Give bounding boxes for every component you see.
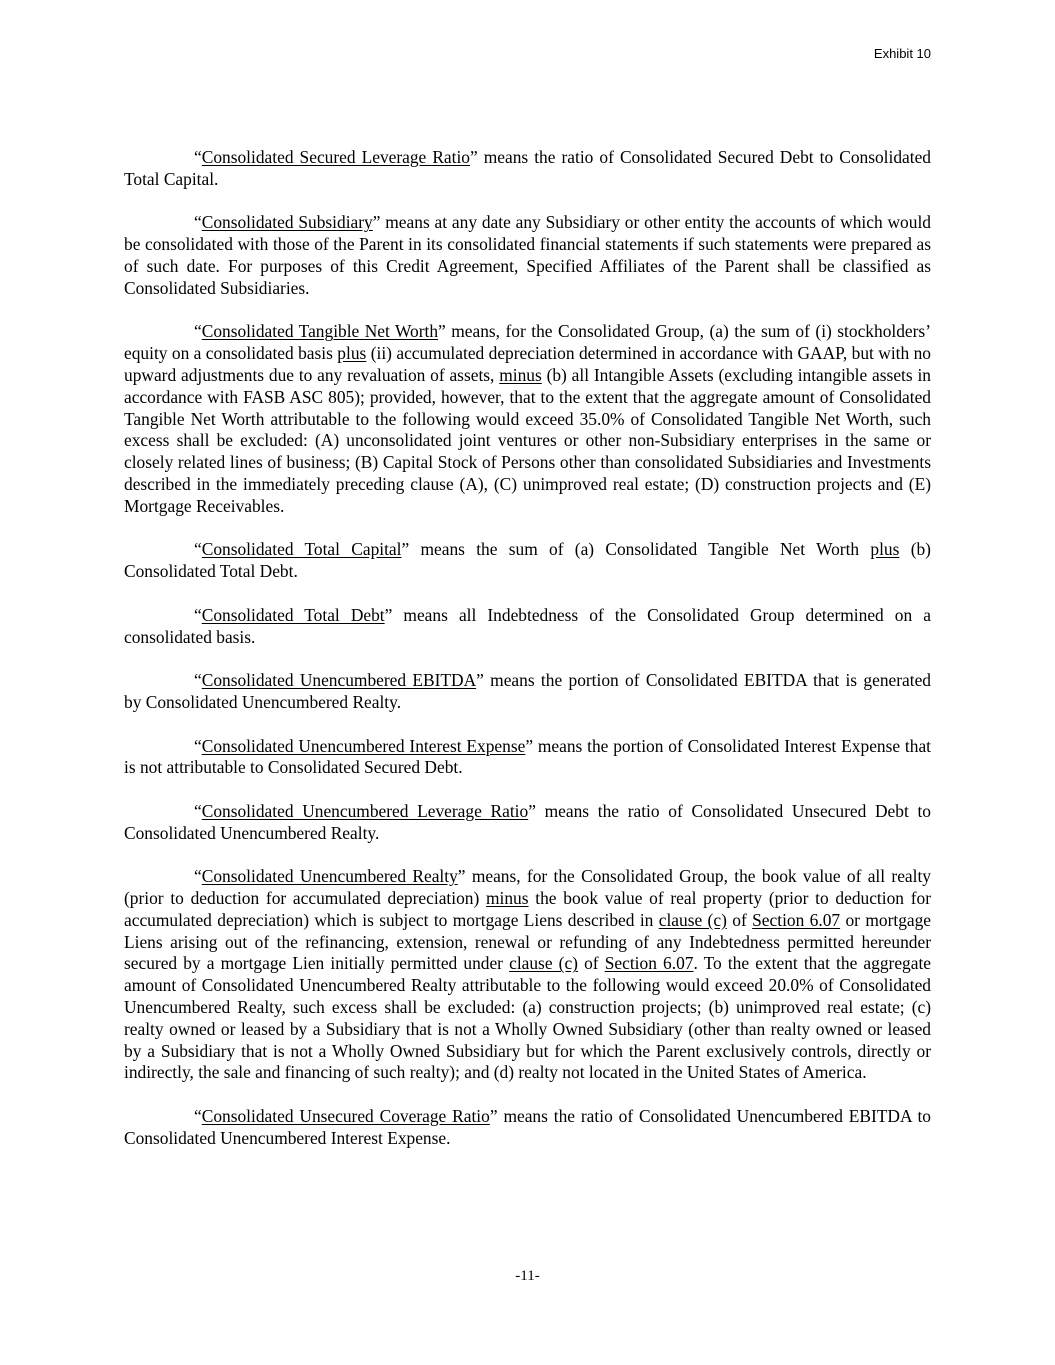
paragraph-text: of <box>726 909 753 930</box>
paragraph-text: ” means the ratio of Consolidated Secured Debt to Consolidated Total Capital. <box>124 147 931 189</box>
paragraph-text: the book value of real property (prior to deduction for accumulated depreciation) which is subject to mortgage Liens described in <box>124 888 932 930</box>
exhibit-label: Exhibit 10 <box>873 46 931 61</box>
paragraph-text: (b) Consolidated Total Debt. <box>124 539 931 582</box>
paragraph-text: “ <box>194 321 202 342</box>
definition-paragraph <box>124 1106 931 1150</box>
paragraph-text: ” means, for the Consolidated Group, the book value of all realty (prior to deduction for accumulated depreciation) <box>124 866 931 909</box>
paragraph-text: (ii) accumulated depreciation determined in accordance with GAAP, but with no upward adjustments due to any revaluation of assets, <box>124 343 931 385</box>
paragraph-text: ” means the ratio of Consolidated Unsecured Debt to Consolidated Unencumbered Realty. <box>124 800 932 843</box>
definition-paragraph <box>124 801 931 845</box>
defined-term: Consolidated Total Capital <box>201 539 402 560</box>
defined-term: Consolidated Secured Leverage Ratio <box>201 147 470 167</box>
paragraph-text: ” means all Indebtedness of the Consolidated Group determined on a consolidated basis. <box>124 604 931 647</box>
paragraph-text: “ <box>194 735 202 756</box>
paragraph-text: “ <box>194 670 202 691</box>
document-body <box>124 147 931 1171</box>
paragraph-text: “ <box>194 212 202 233</box>
definition-paragraph <box>124 736 931 780</box>
paragraph-text: “ <box>194 539 202 560</box>
defined-term: Consolidated Subsidiary <box>201 212 373 233</box>
definition-paragraph <box>124 212 931 299</box>
definition-paragraph <box>124 670 931 714</box>
defined-term: Consolidated Unencumbered EBITDA <box>201 670 477 691</box>
paragraph-text: ” means the sum of (a) Consolidated Tangible Net Worth <box>401 539 871 560</box>
defined-term: minus <box>499 364 542 385</box>
paragraph-text: (b) all Intangible Assets (excluding intangible assets in accordance with FASB ASC 805); provided, however, that to the extent that the aggregate amount of Consolidated Tangible Net Worth attributable to the following would exceed 35.0% of Consolidated Tangible Net Worth, such excess shall be excluded: (A) unconsolidated joint ventures or other non-Subsidiary enterprises in the same or closely related lines of business; (B) Capital Stock of Persons other than consolidated Subsidiaries and Investments described in the immediately preceding clause (A), (C) unimproved real estate; (D) construction projects and (E) Mortgage Receivables. <box>124 364 931 516</box>
defined-term: Consolidated Unsecured Coverage Ratio <box>201 1106 490 1127</box>
defined-term: plus <box>870 539 900 560</box>
paragraph-text: ” means the ratio of Consolidated Unencumbered EBITDA to Consolidated Unencumbered Interest Expense. <box>124 1106 931 1148</box>
defined-term: clause (c) <box>658 909 727 930</box>
paragraph-text: of <box>577 953 605 974</box>
paragraph-text: . To the extent that the aggregate amount of Consolidated Unencumbered Realty attributable to the following would exceed 20.0% of Consolidated Unencumbered Realty, such excess shall be excluded: (a) construction projects; (b) unimproved real estate; (c) realty owned or leased by a Subsidiary that is not a Wholly Owned Subsidiary (other than realty owned or leased by a Subsidiary that is not a Wholly Owned Subsidiary but for which the Parent exclusively controls, directly or indirectly, the sale and financing of such realty); and (d) realty not located in the United States of America. <box>124 953 931 1083</box>
paragraph-text: or mortgage Liens arising out of the refinancing, extension, renewal or refunding of any Indebtedness permitted hereunder secured by a mortgage Lien initially permitted under <box>124 909 932 974</box>
defined-term: Section 6.07 <box>604 953 694 974</box>
defined-term: plus <box>337 343 367 364</box>
paragraph-text: “ <box>194 866 202 887</box>
defined-term: minus <box>486 888 529 909</box>
defined-term: Consolidated Unencumbered Realty <box>201 866 458 887</box>
definition-paragraph <box>124 866 931 1084</box>
defined-term: Consolidated Unencumbered Interest Expense <box>201 735 526 756</box>
paragraph-text: “ <box>194 147 202 167</box>
paragraph-text: “ <box>194 1106 202 1127</box>
defined-term: clause (c) <box>509 953 578 974</box>
paragraph-text: “ <box>194 800 202 821</box>
paragraph-text: ” means at any date any Subsidiary or other entity the accounts of which would be consolidated with those of the Parent in its consolidated financial statements if such statements were prepared as of such date. For purposes of this Credit Agreement, Specified Affiliates of the Parent shall be classified as Consolidated Subsidiaries. <box>124 212 931 298</box>
definition-paragraph <box>124 605 931 649</box>
page-number: -11- <box>515 1268 540 1284</box>
paragraph-text: ” means the portion of Consolidated Interest Expense that is not attributable to Consolidated Secured Debt. <box>124 735 932 778</box>
defined-term: Section 6.07 <box>752 909 841 930</box>
defined-term: Consolidated Total Debt <box>201 604 385 625</box>
paragraph-text: ” means, for the Consolidated Group, (a) the sum of (i) stockholders’ equity on a consolidated basis <box>124 321 931 364</box>
defined-term: Consolidated Tangible Net Worth <box>201 321 439 342</box>
definition-paragraph <box>124 321 931 517</box>
paragraph-text: “ <box>194 604 202 625</box>
defined-term: Consolidated Unencumbered Leverage Ratio <box>201 800 529 821</box>
definition-paragraph <box>124 539 931 583</box>
paragraph-text: ” means the portion of Consolidated EBITDA that is generated by Consolidated Unencumbered Realty. <box>124 670 931 712</box>
definition-paragraph <box>124 147 931 191</box>
